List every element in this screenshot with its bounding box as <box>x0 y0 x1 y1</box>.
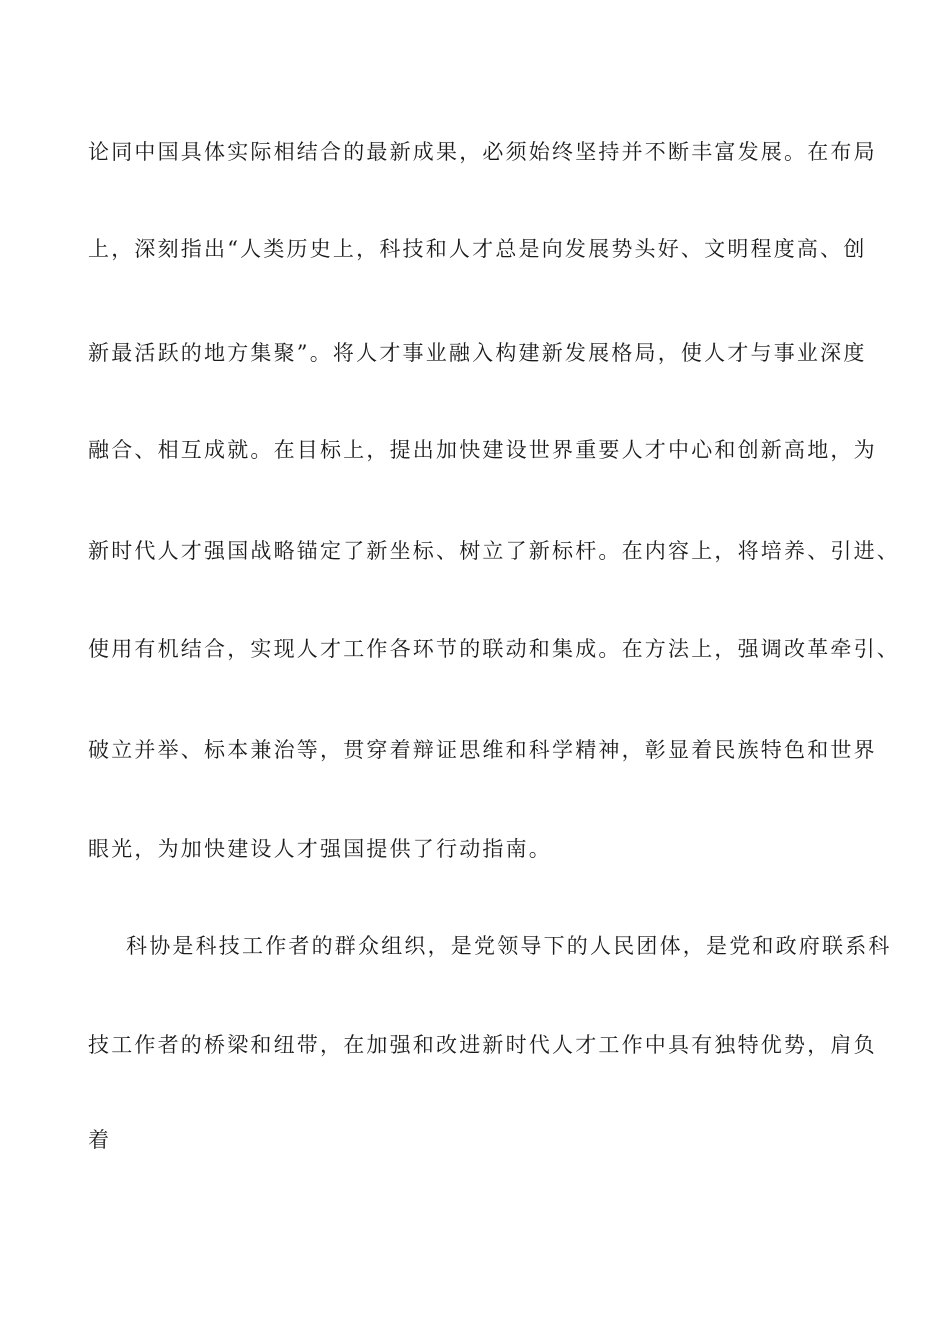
paragraph-line: 新时代人才强国战略锚定了新坐标、树立了新标杆。在内容上，将培养、引进、 <box>88 539 900 563</box>
paragraph-line: 上，深刻指出“人类历史上，科技和人才总是向发展势头好、文明程度高、创 <box>88 237 867 261</box>
paragraph-line: 破立并举、标本兼治等，贯穿着辩证思维和科学精神，彰显着民族特色和世界 <box>88 738 877 762</box>
paragraph-line: 融合、相互成就。在目标上，提出加快建设世界重要人才中心和创新高地，为 <box>88 438 877 462</box>
paragraph-line: 使用有机结合，实现人才工作各环节的联动和集成。在方法上，强调改革牵引、 <box>88 637 900 661</box>
paragraph-line: 论同中国具体实际相结合的最新成果，必须始终坚持并不断丰富发展。在布局 <box>88 140 877 164</box>
paragraph-line: 眼光，为加快建设人才强国提供了行动指南。 <box>88 837 552 861</box>
paragraph-line: 着 <box>88 1128 112 1152</box>
paragraph-line: 新最活跃的地方集聚”。将人才事业融入构建新发展格局，使人才与事业深度 <box>88 341 867 365</box>
paragraph-line: 技工作者的桥梁和纽带，在加强和改进新时代人才工作中具有独特优势，肩负 <box>88 1033 877 1057</box>
paragraph-line: 科协是科技工作者的群众组织，是党领导下的人民团体，是党和政府联系科 <box>126 934 892 958</box>
